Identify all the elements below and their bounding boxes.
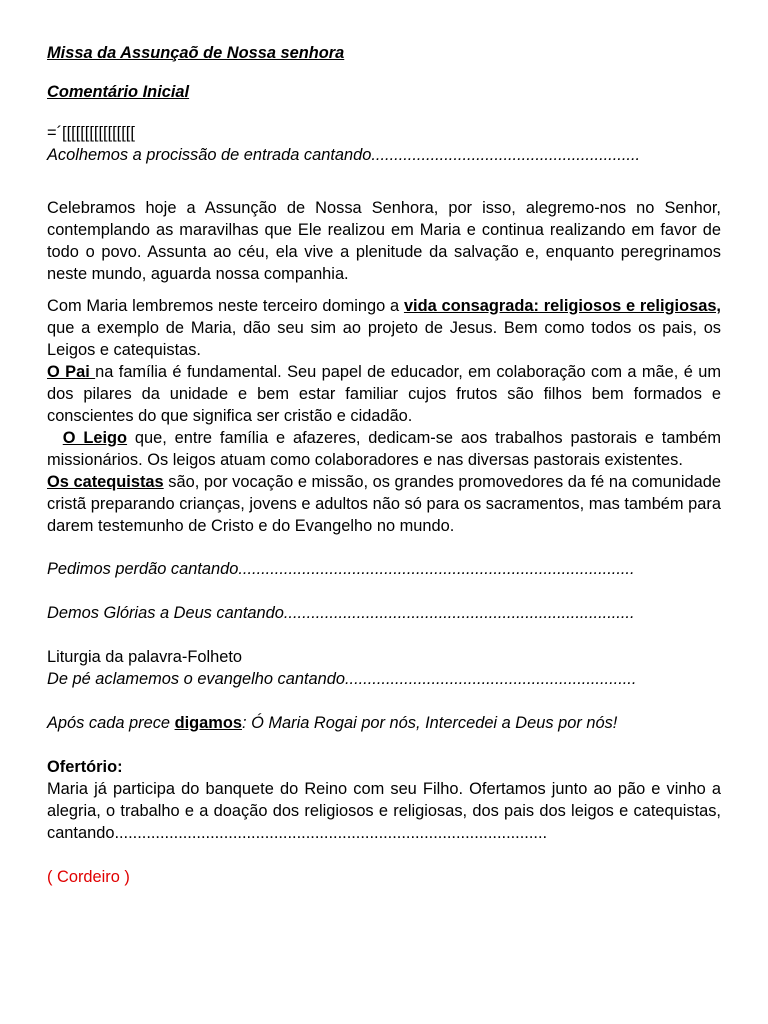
paragraph-leigo bbox=[47, 427, 721, 471]
leigo-text: que, entre família e afazeres, dedicam-se aos trabalhos pastorais e também missionários. Os leigos atuam como colaboradores e nas diversas pastorais existentes. bbox=[47, 429, 722, 469]
pai-label: O Pai bbox=[47, 363, 96, 381]
ofertorio-text: Maria já participa do banquete do Reino com seu Filho. Ofertamos junto ao pão e vinho a alegria, o trabalho e a doação dos religiosos e religiosas, dos pais dos leigos e catequistas, bbox=[47, 780, 721, 820]
liturgia-line: Liturgia da palavra-Folheto bbox=[47, 648, 242, 666]
para2-pre: Com Maria lembremos neste terceiro domingo a bbox=[47, 297, 404, 315]
evangelho-line: De pé aclamemos o evangelho cantando................................................................ bbox=[47, 670, 637, 688]
vida-consagrada-highlight: vida consagrada: religiosos e religiosas, bbox=[403, 297, 721, 315]
digamos-highlight: digamos bbox=[174, 714, 242, 732]
glorias-line: Demos Glórias a Deus cantando............................................................................. bbox=[47, 604, 635, 622]
section-heading-comentario: Comentário Inicial bbox=[47, 83, 190, 101]
prece-post: : Ó Maria Rogai por nós, Intercedei a Deus por nós! bbox=[241, 714, 618, 732]
ofertorio-heading: Ofertório: bbox=[47, 758, 123, 776]
paragraph-vida-consagrada bbox=[47, 295, 721, 361]
document-title: Missa da Assunçaõ de Nossa senhora bbox=[47, 44, 345, 62]
pai-text: na família é fundamental. Seu papel de educador, em colaboração com a mãe, é um dos pilares da unidade e bem estar familiar cujos frutos são filhos bem formados e conscientes do que significa ser cristão e cidadão. bbox=[47, 363, 721, 425]
entrada-line: Acolhemos a procissão de entrada cantando........................................................... bbox=[47, 146, 641, 164]
paragraph-celebramos: Celebramos hoje a Assunção de Nossa Senhora, por isso, alegremo-nos no Senhor, contemplando as maravilhas que Ele realizou em Maria e continua realizando em favor de todo o povo. Assunta ao céu, ela vive a plenitude da salvação e, enquanto peregrinamos neste mundo, aguarda nossa companhia. bbox=[47, 199, 721, 283]
leigo-label: O Leigo bbox=[62, 429, 128, 447]
paragraph-catequistas bbox=[47, 471, 721, 537]
catequistas-text: são, por vocação e missão, os grandes promovedores da fé na comunidade cristã preparando crianças, jovens e adultos não só para os sacramentos, mas também para darem testemunho de Cristo e do Evangelho no mundo. bbox=[47, 473, 722, 535]
cordeiro-line: ( Cordeiro ) bbox=[47, 868, 130, 886]
perdao-line: Pedimos perdão cantando....................................................................................... bbox=[47, 560, 635, 578]
prece-line bbox=[47, 712, 721, 734]
ofertorio-cantando: cantando............................................................................................... bbox=[47, 824, 548, 842]
stray-characters: =´[[[[[[[[[[[[[[[[ bbox=[47, 124, 135, 142]
para2-post: que a exemplo de Maria, dão seu sim ao projeto de Jesus. Bem como todos os pais, os Leigos e catequistas. bbox=[47, 319, 721, 359]
prece-pre: Após cada prece bbox=[47, 714, 175, 732]
paragraph-pai bbox=[47, 361, 721, 427]
catequistas-label: Os catequistas bbox=[47, 473, 164, 491]
document-body bbox=[47, 42, 721, 888]
